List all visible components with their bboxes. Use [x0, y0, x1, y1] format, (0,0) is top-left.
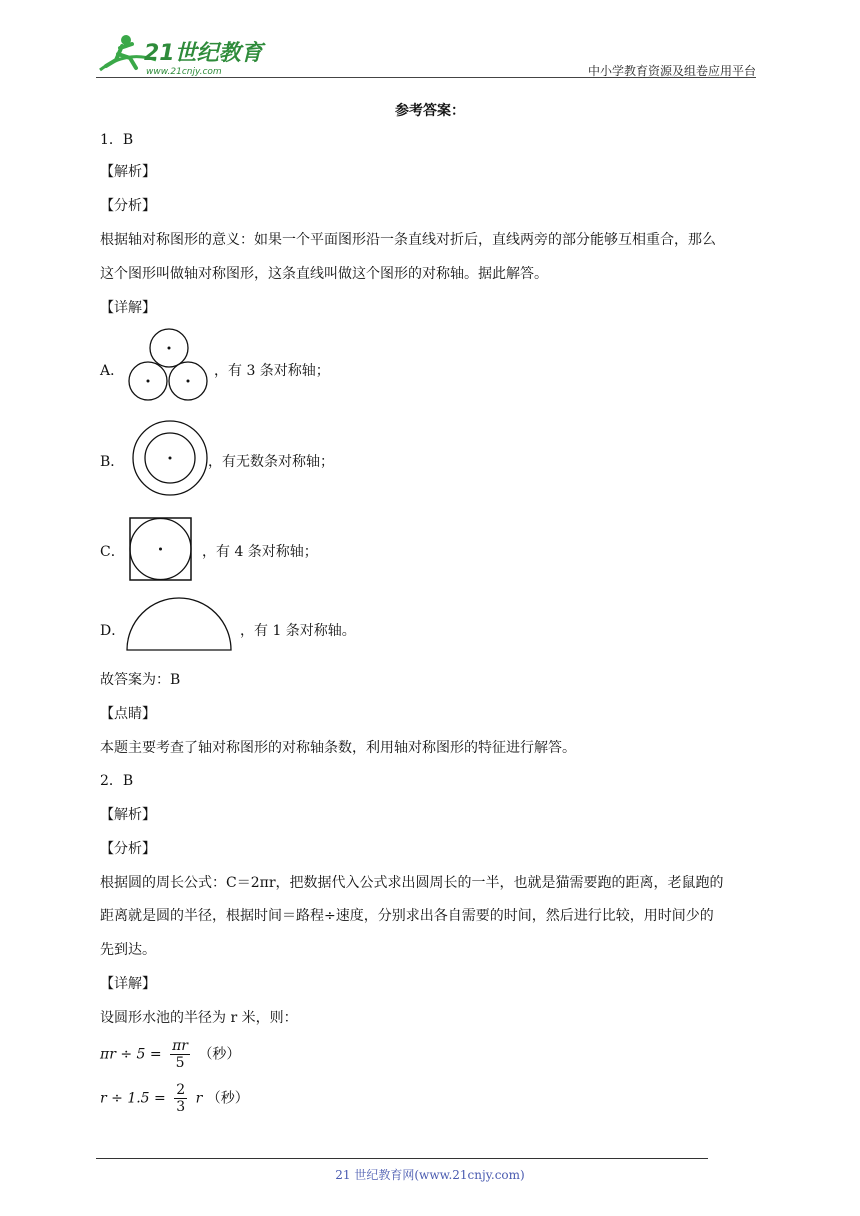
- q2-analysis-line-3: 先到达。: [100, 942, 156, 958]
- eq2-fraction: [174, 1082, 187, 1115]
- eq2-unit: （秒）: [206, 1090, 249, 1107]
- site-logo: [96, 30, 266, 78]
- logo-url-text: www.21cnjy.com: [146, 67, 222, 77]
- eq1-lhs: πr ÷ 5 =: [100, 1046, 162, 1063]
- q1-answer: 1．B: [100, 132, 134, 148]
- q1-comment: 本题主要考查了轴对称图形的对称轴条数，利用轴对称图形的特征进行解答。: [100, 740, 576, 756]
- q2-setup: 设圆形水池的半径为 r 米，则：: [100, 1010, 298, 1026]
- q1-analysis-line-2: 这个图形叫做轴对称图形，这条直线叫做这个图形的对称轴。据此解答。: [100, 266, 548, 282]
- header-divider: [96, 77, 756, 78]
- header-platform-text: 中小学教育资源及组卷应用平台: [587, 64, 756, 78]
- equation-1: [100, 1038, 240, 1071]
- option-d-label: D．: [100, 623, 126, 639]
- eq2-variable: r: [195, 1090, 203, 1107]
- option-a-label: A．: [100, 363, 125, 379]
- q2-analysis-line-2: 距离就是圆的半径，根据时间＝路程÷速度，分别求出各自需要的时间，然后进行比较，用时间少的: [100, 908, 714, 924]
- semicircle-figure: [126, 598, 232, 652]
- page-header: [96, 30, 756, 80]
- q2-xiangjie-label: 【详解】: [100, 976, 156, 992]
- q2-jiexi-label: 【解析】: [100, 807, 156, 823]
- option-b-label: B．: [100, 454, 125, 470]
- equation-2: [100, 1082, 249, 1115]
- page-title: 参考答案：: [395, 103, 465, 119]
- eq1-fraction: [170, 1038, 190, 1071]
- q2-answer: 2．B: [100, 773, 134, 789]
- option-a-text: ，有 3 条对称轴；: [214, 363, 330, 379]
- option-c-label: C．: [100, 544, 125, 560]
- q1-conclusion: 故答案为：B: [100, 672, 181, 688]
- q1-fenxi-label: 【分析】: [100, 198, 156, 214]
- option-b-text: ，有无数条对称轴；: [208, 454, 334, 470]
- footer-divider: [96, 1158, 708, 1159]
- logo-text: 21世纪教育: [144, 41, 263, 66]
- eq1-unit: （秒）: [198, 1046, 241, 1063]
- concentric-circles-figure: [132, 420, 208, 496]
- q2-fenxi-label: 【分析】: [100, 841, 156, 857]
- eq1-denominator: 5: [175, 1055, 185, 1071]
- q1-dianjing-label: 【点睛】: [100, 706, 156, 722]
- eq2-denominator: 3: [176, 1099, 186, 1115]
- footer-text: 21 世纪教育网(www.21cnjy.com): [335, 1168, 525, 1182]
- three-circles-figure: [126, 328, 210, 402]
- circle-in-square-figure: [129, 517, 193, 581]
- eq2-lhs: r ÷ 1.5 =: [100, 1090, 166, 1107]
- option-d-text: ，有 1 条对称轴。: [240, 623, 356, 639]
- eq1-numerator: πr: [172, 1038, 188, 1054]
- q1-jiexi-label: 【解析】: [100, 164, 156, 180]
- q1-xiangjie-label: 【详解】: [100, 300, 156, 316]
- eq2-numerator: 2: [176, 1082, 186, 1098]
- q2-analysis-line-1: 根据圆的周长公式：C＝2πr，把数据代入公式求出圆周长的一半，也就是猫需要跑的距离，老鼠跑的: [100, 875, 724, 891]
- option-c-text: ，有 4 条对称轴；: [202, 544, 318, 560]
- q1-analysis-line-1: 根据轴对称图形的意义：如果一个平面图形沿一条直线对折后，直线两旁的部分能够互相重合，那么: [100, 232, 716, 248]
